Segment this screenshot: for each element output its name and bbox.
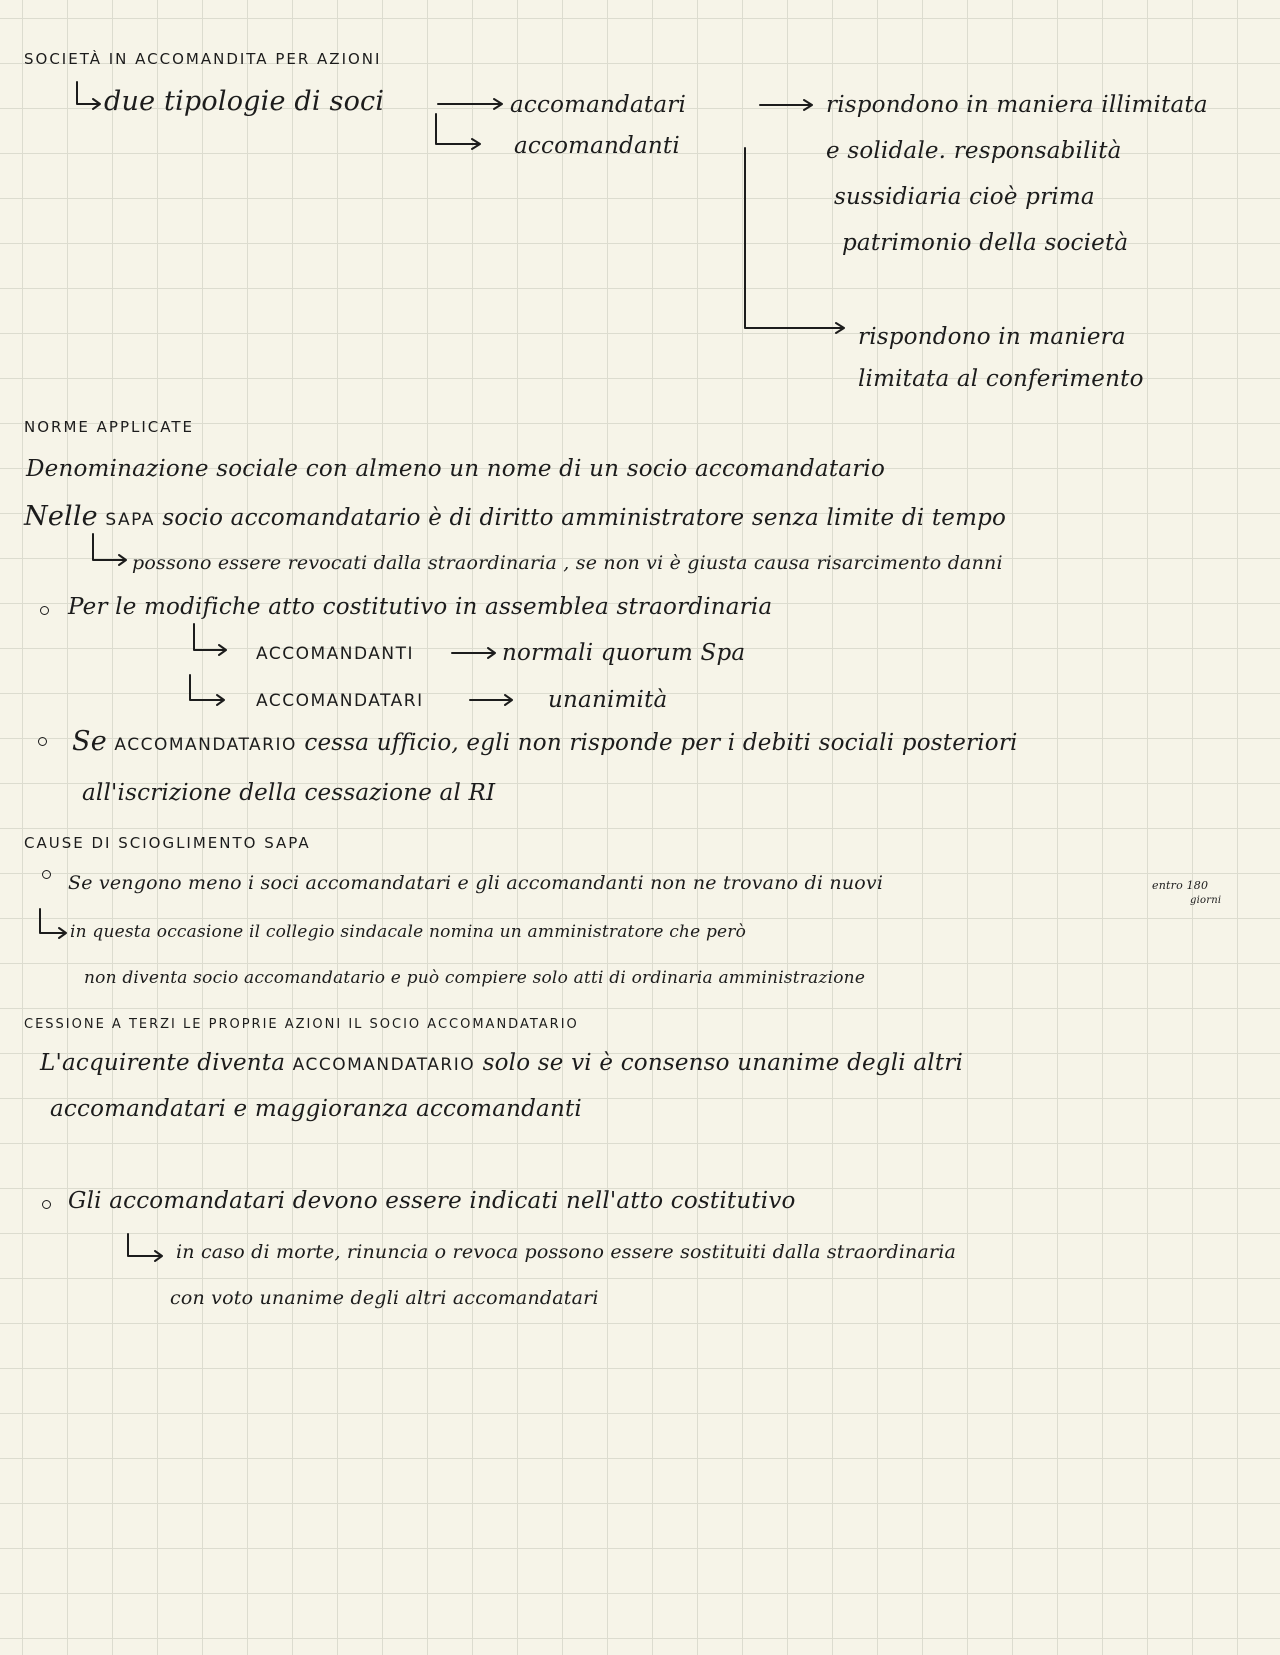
arrow-to-note2 [745, 148, 844, 333]
norme-line2-sapa: SAPA [105, 510, 155, 530]
norme-line1: Denominazione sociale con almeno un nome di un socio accomandatario [26, 456, 885, 482]
l-arrow-intro [77, 82, 100, 109]
bullet-modifiche [40, 606, 49, 615]
norme-sub1-value: normali quorum Spa [502, 640, 746, 666]
arrow-to-accomandatari [438, 99, 502, 109]
cause-line3: non diventa socio accomandatario e può compiere solo atti di ordinaria amministrazione [84, 968, 866, 988]
norme-line2 [24, 503, 1006, 530]
arrow-normali [452, 648, 495, 658]
section-heading-cause: CAUSE DI SCIOGLIMENTO SAPA [24, 834, 311, 852]
l-arrow-revocati [93, 534, 126, 565]
norme-line2-nelle: Nelle [24, 501, 98, 532]
norme-sub1-label: ACCOMANDANTI [256, 644, 415, 664]
norme-sub2-label: ACCOMANDATARI [256, 691, 424, 711]
cause-line2: in questa occasione il collegio sindacale nomina un amministratore che però [70, 922, 747, 942]
norme-line3: possono essere revocati dalla straordinaria , se non vi è giusta causa risarcimento danni [132, 552, 1003, 574]
norme-bullet2 [72, 728, 1018, 755]
intro-note2-line2: limitata al conferimento [858, 366, 1144, 392]
intro-lead: due tipologie di soci [104, 86, 385, 117]
section-heading-cessione: CESSIONE A TERZI LE PROPRIE AZIONI IL SOCIO ACCOMANDATARIO [24, 1017, 579, 1032]
section-heading-norme: NORME APPLICATE [24, 418, 194, 436]
intro-note1-line1: rispondono in maniera illimitata [826, 92, 1208, 118]
l-arrow-occasione [40, 909, 66, 938]
norme-bullet2-cont: all'iscrizione della cessazione al RI [82, 780, 496, 806]
intro-note1-line3: sussidiaria cioè prima [834, 184, 1095, 210]
intro-type2: accomandanti [514, 133, 680, 159]
norme-bullet2-se: Se [72, 726, 107, 757]
arrow-to-note1 [760, 100, 812, 110]
l-arrow-caso [128, 1234, 162, 1261]
intro-note1-line4: patrimonio della società [842, 230, 1129, 256]
cause-within: entro 180 [1152, 879, 1209, 892]
norme-sub2-value: unanimità [548, 687, 668, 713]
arrow-to-accomandanti [436, 114, 480, 149]
page-title: SOCIETÀ IN ACCOMANDITA PER AZIONI [24, 50, 382, 68]
cause-bullet1: Se vengono meno i soci accomandatari e gli accomandanti non ne trovano di nuovi [68, 872, 884, 894]
cessione-bullet1: Gli accomandatari devono essere indicati nell'atto costitutivo [68, 1188, 796, 1214]
intro-type1: accomandatari [510, 92, 686, 118]
cessione-acquirente: L'acquirente diventa [40, 1050, 286, 1076]
arrow-unanimita [470, 695, 512, 705]
l-arrow-accomandanti [194, 624, 226, 655]
cessione-line4: con voto unanime degli altri accomandatari [170, 1287, 599, 1309]
l-arrow-accomandatari [190, 675, 224, 705]
norme-bullet1: Per le modifiche atto costitutivo in assemblea straordinaria [68, 594, 773, 620]
intro-note2-line1: rispondono in maniera [858, 324, 1126, 350]
bullet-vengono [42, 870, 51, 879]
cessione-line1 [40, 1052, 963, 1075]
norme-bullet2-rest: cessa ufficio, egli non risponde per i debiti sociali posteriori [304, 730, 1018, 756]
norme-line2-rest: socio accomandatario è di diritto amministratore senza limite di tempo [162, 505, 1007, 531]
cessione-rest: solo se vi è consenso unanime degli altri [482, 1050, 964, 1076]
cessione-line3: in caso di morte, rinuncia o revoca possono essere sostituiti dalla straordinaria [176, 1241, 957, 1263]
cessione-accomandatario: ACCOMANDATARIO [292, 1055, 476, 1075]
bullet-indicati [42, 1200, 51, 1209]
cessione-line2: accomandatari e maggioranza accomandanti [50, 1096, 582, 1122]
intro-note1-line2: e solidale. responsabilità [826, 138, 1122, 164]
norme-bullet2-accomandatario: ACCOMANDATARIO [114, 735, 297, 755]
bullet-cessa [38, 737, 47, 746]
cause-days: giorni [1190, 895, 1222, 906]
